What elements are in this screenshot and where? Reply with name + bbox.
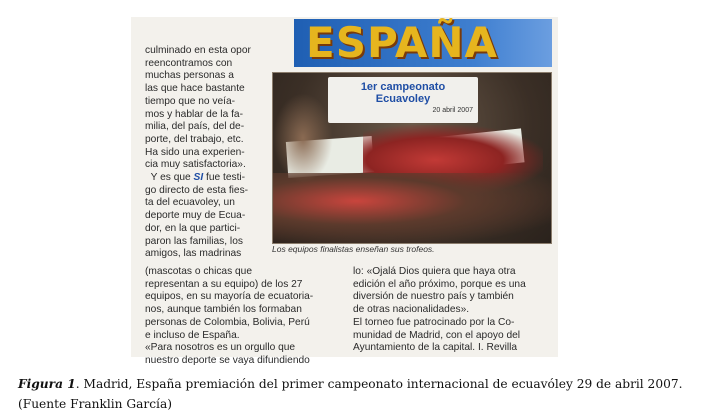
figure-caption xyxy=(18,374,708,414)
figure-description: . Madrid, España premiación del primer campeonato internacional de ecuavóley 29 de abril 2007. xyxy=(75,377,683,391)
wide-line: representan a su equipo) de los 27 xyxy=(145,278,303,290)
left-line: go directo de esta fies- xyxy=(145,184,249,196)
photo-caption: Los equipos finalistas enseñan sus trofeos. xyxy=(272,244,435,254)
left-line: deporte muy de Ecua- xyxy=(145,210,246,222)
left-line: culminado en esta opor xyxy=(145,45,251,56)
wide-line: nos, aunque también los formaban xyxy=(145,304,302,316)
photo-team-front xyxy=(273,173,551,243)
newspaper-clipping xyxy=(131,17,558,366)
left-line: muchas personas a xyxy=(145,70,234,82)
left-line: porte, del trabajo, etc. xyxy=(145,133,244,145)
para2-lead: Y es que xyxy=(150,172,194,184)
left-line: dor, en la que partici- xyxy=(145,222,241,234)
article-bottom-right-column xyxy=(353,266,553,355)
right-line: diversión de nuestro país y también xyxy=(353,291,514,303)
article-left-column xyxy=(145,45,265,261)
left-line: cia muy satisfactoria». xyxy=(145,159,246,171)
left-line: ta del ecuavoley, un xyxy=(145,197,235,209)
photo-banner-subtext: 20 abril 2007 xyxy=(432,107,473,114)
photo-crowd-left xyxy=(273,93,333,183)
wide-line: equipos, en su mayoría de ecuatoria- xyxy=(145,291,314,303)
section-title: ESPAÑA xyxy=(306,18,499,67)
left-line: tiempo que no veía- xyxy=(145,95,236,107)
wide-line: e incluso de España. xyxy=(145,329,240,341)
figure-source: (Fuente Franklin García) xyxy=(18,397,172,411)
right-line: munidad de Madrid, con el apoyo del xyxy=(353,329,521,341)
wide-line: «Para nosotros es un orgullo que xyxy=(145,342,296,354)
left-line: mos y hablar de la fa- xyxy=(145,108,243,120)
wide-line: nuestro deporte se vaya difundiendo xyxy=(145,354,310,366)
para2-emphasis: SI xyxy=(193,172,204,184)
wide-line: personas de Colombia, Bolivia, Perú xyxy=(145,316,310,328)
right-line: lo: «Ojalá Dios quiera que haya otra xyxy=(353,266,516,277)
right-line: El torneo fue patrocinado por la Co- xyxy=(353,316,515,328)
photo-banner-text: 1er campeonato Ecuavoley xyxy=(360,81,446,105)
left-line: las que hace bastante xyxy=(145,83,245,95)
left-line: Ha sido una experien- xyxy=(145,146,245,158)
left-line-para2 xyxy=(145,172,265,185)
wide-line: (mascotas o chicas que xyxy=(145,266,253,277)
right-line: Ayuntamiento de la capital. I. Revilla xyxy=(353,342,518,354)
left-line: paron las familias, los xyxy=(145,235,243,247)
trophy-photo xyxy=(272,72,552,244)
figure-label: Figura 1 xyxy=(18,377,76,391)
right-line: de otras nacionalidades». xyxy=(353,304,470,316)
left-line: milia, del país, del de- xyxy=(145,121,245,133)
right-line: edición el año próximo, porque es una xyxy=(353,278,526,290)
para2-tail: fue testi- xyxy=(203,172,246,184)
left-line: reencontramos con xyxy=(145,57,233,69)
left-line: amigos, las madrinas xyxy=(145,248,242,260)
article-bottom-left-column xyxy=(145,266,345,368)
